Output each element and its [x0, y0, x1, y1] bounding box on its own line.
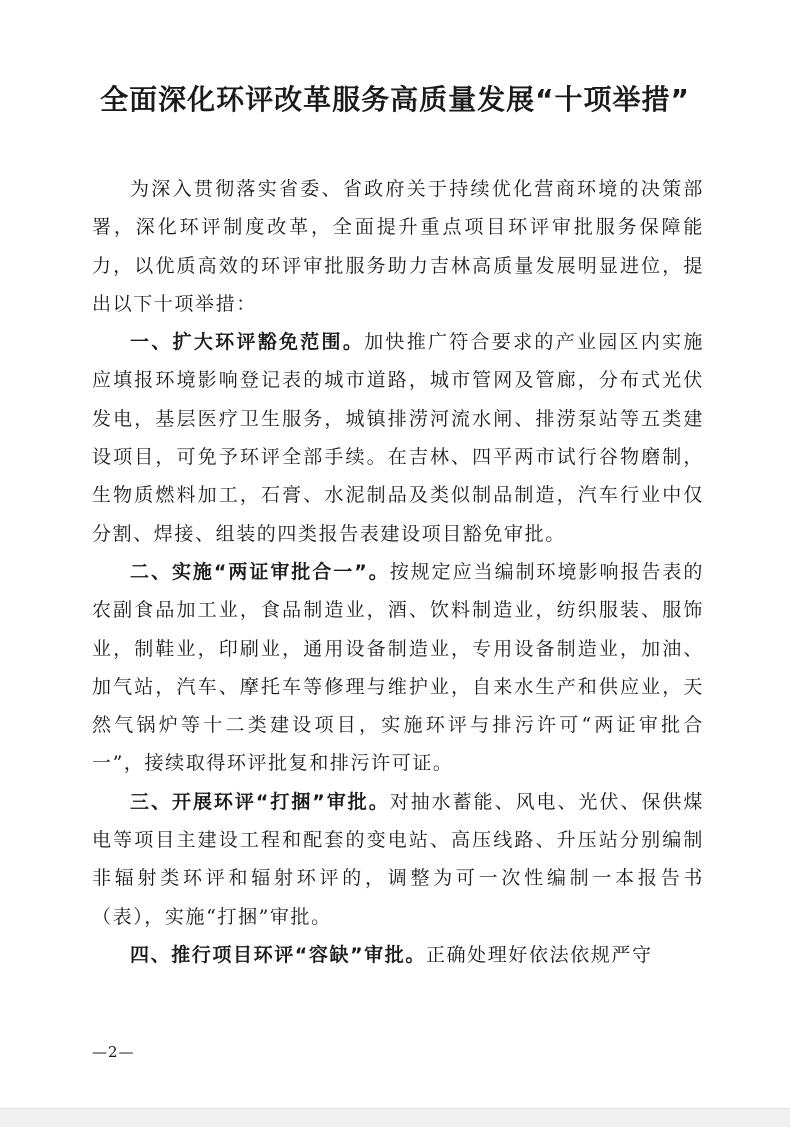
- document-body: [92, 170, 704, 974]
- intro-paragraph: 为深入贯彻落实省委、省政府关于持续优化营商环境的决策部署，深化环评制度改革，全面提升重点项目环评审批服务保障能力，以优质高效的环评审批服务助力吉林高质量发展明显进位，提出以下十项举措：: [92, 178, 704, 315]
- section-1-paragraph: [92, 323, 704, 553]
- viewer-bottom-bar: [0, 1108, 790, 1127]
- section-4-paragraph: [92, 936, 704, 974]
- section-2-heading: 二、实施“两证审批合一”。: [130, 560, 390, 583]
- section-3-text: 对抽水蓄能、风电、光伏、保供煤电等项目主建设工程和配套的变电站、高压线路、升压站分别编制非辐射类环评和辐射环评的，调整为可一次性编制一本报告书（表），实施“打捆”审批。: [92, 790, 704, 928]
- section-2-text: 按规定应当编制环境影响报告表的农副食品加工业，食品制造业，酒、饮料制造业，纺织服装、服饰业，制鞋业，印刷业，通用设备制造业，专用设备制造业，加油、加气站，汽车、摩托车等修理与维护业，自来水生产和供应业，天然气锅炉等十二类建设项目，实施环评与排污许可“两证审批合一”，接续取得环评批复和排污许可证。: [92, 560, 704, 775]
- document-title: 全面深化环评改革服务高质量发展“十项举措”: [100, 83, 690, 116]
- section-4-heading: 四、推行项目环评“容缺”审批。: [130, 943, 426, 966]
- section-3-paragraph: [92, 783, 704, 936]
- section-1-heading: 一、扩大环评豁免范围。: [130, 331, 365, 354]
- page-number: —2—: [92, 1043, 135, 1061]
- section-3-heading: 三、开展环评“打捆”审批。: [130, 790, 390, 813]
- section-4-text: 正确处理好依法依规严守: [425, 943, 653, 966]
- section-1-text: 加快推广符合要求的产业园区内实施应填报环境影响登记表的城市道路，城市管网及管廊，分布式光伏发电，基层医疗卫生服务，城镇排涝河流水闸、排涝泵站等五类建设项目，可免予环评全部手续。在吉林、四平两市试行谷物磨制，生物质燃料加工，石膏、水泥制品及类似制品制造，汽车行业中仅分割、焊接、组装的四类报告表建设项目豁免审批。: [92, 331, 704, 545]
- section-2-paragraph: [92, 553, 704, 783]
